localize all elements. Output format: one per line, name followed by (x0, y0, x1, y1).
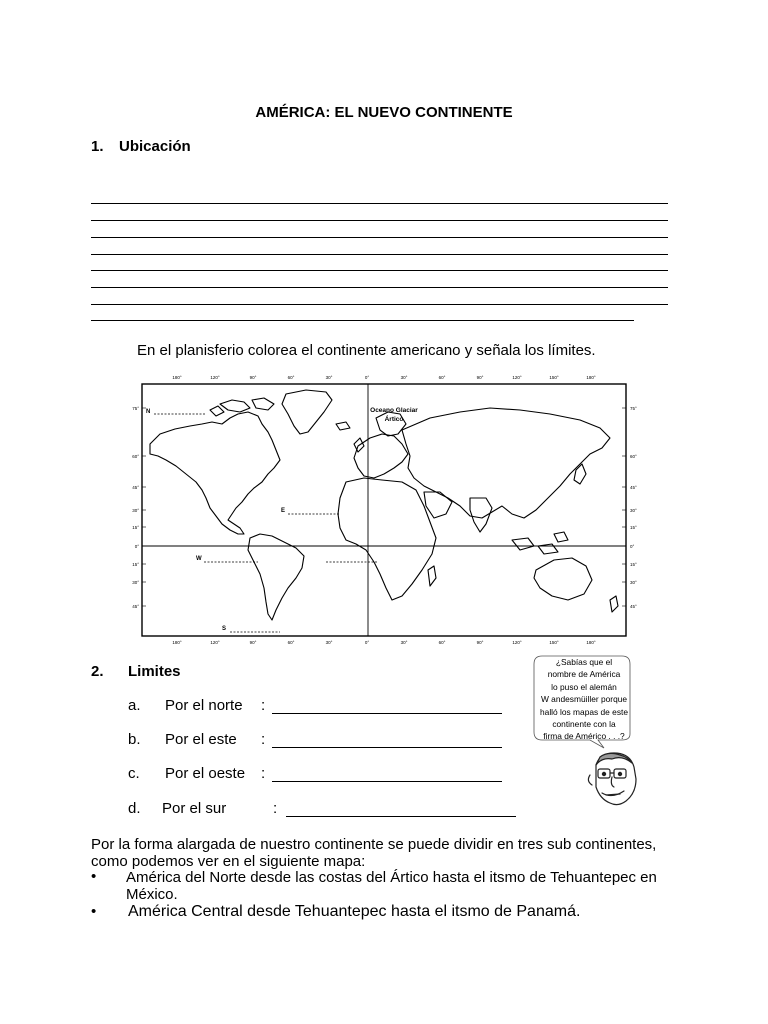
writing-line[interactable] (91, 254, 668, 255)
bottom-tick: 180° (172, 640, 182, 645)
right-lat: 75° (630, 406, 637, 411)
limit-answer-line[interactable] (272, 781, 502, 782)
right-lat: 15° (630, 525, 637, 530)
bullet-line: México. (126, 886, 178, 903)
top-tick: 30° (400, 375, 408, 380)
left-lat: 60° (132, 454, 139, 459)
bubble-line: ¿Sabías que el (555, 657, 613, 667)
limit-answer-line[interactable] (272, 713, 502, 714)
top-tick: 30° (325, 375, 333, 380)
writing-line[interactable] (91, 203, 668, 204)
limit-colon: : (261, 765, 266, 782)
writing-line[interactable] (91, 237, 668, 238)
bubble-line: nombre de América (547, 669, 621, 680)
world-map (132, 374, 637, 645)
bullet-item-central (128, 903, 728, 920)
top-tick: 180° (172, 375, 182, 380)
limit-row-east (128, 731, 265, 748)
east-label: E (281, 508, 286, 514)
body-paragraph: Por la forma alargada de nuestro continente se puede dividir en tres sub continentes, como podemos ver en el siguiente mapa: (91, 836, 657, 870)
right-lat: 45° (630, 485, 637, 490)
writing-line[interactable] (91, 270, 668, 271)
section-1-number: 1. (91, 138, 104, 155)
bottom-tick: 90° (476, 640, 484, 645)
bullet-line: América del Norte desde las costas del Ártico hasta el itsmo de Tehuantepec en (126, 869, 657, 886)
bullet-line: América Central desde Tehuantepec hasta el itsmo de Panamá. (128, 903, 581, 920)
top-tick: 90° (476, 375, 484, 380)
bubble-line: firma de Américo . . .? (543, 731, 625, 742)
bottom-tick: 120° (210, 640, 220, 645)
limit-answer-line[interactable] (286, 816, 516, 817)
limit-label: Por el norte (165, 697, 243, 714)
left-lat: 15° (132, 525, 139, 530)
left-lat: 45° (132, 485, 139, 490)
bottom-tick-labels (172, 640, 596, 645)
right-lat: 0° (630, 544, 635, 549)
left-lat: 30° (132, 508, 139, 513)
limit-row-south (128, 800, 277, 817)
bottom-tick: 30° (325, 640, 333, 645)
top-tick: 180° (586, 375, 596, 380)
right-lat: 60° (630, 454, 637, 459)
map-instruction: En el planisferio colorea el continente americano y señala los límites. (137, 342, 596, 359)
bottom-tick: 60° (287, 640, 295, 645)
writing-line[interactable] (91, 304, 668, 305)
cartoon-face-icon (582, 747, 644, 809)
right-lat-labels (630, 406, 637, 609)
bubble-line: lo puso el alemán (551, 681, 617, 692)
limit-answer-line[interactable] (272, 747, 502, 748)
top-tick: 90° (249, 375, 257, 380)
writing-line[interactable] (91, 320, 634, 321)
bottom-tick: 0° (364, 640, 370, 645)
bubble-line: W andesmüiller porque (540, 694, 628, 705)
top-tick: 150° (549, 375, 559, 380)
right-lat: 30° (630, 580, 637, 585)
south-label: S (222, 626, 227, 632)
top-tick-labels (172, 375, 596, 380)
left-lat: 15° (132, 562, 139, 567)
limit-letter: a. (128, 697, 141, 714)
left-lat: 75° (132, 406, 139, 411)
limit-colon: : (273, 800, 278, 817)
limit-row-west (128, 765, 265, 782)
bottom-tick: 180° (586, 640, 596, 645)
left-lat: 30° (132, 580, 139, 585)
limit-letter: d. (128, 800, 141, 817)
top-tick: 60° (438, 375, 446, 380)
bullet-item-north (126, 869, 726, 903)
bottom-tick: 120° (512, 640, 522, 645)
left-lat-labels (132, 406, 139, 609)
limit-label: Por el sur (162, 800, 227, 817)
bubble-text (534, 656, 634, 743)
west-label: W (196, 556, 202, 562)
section-2-heading (91, 663, 181, 680)
limit-label: Por el oeste (165, 765, 246, 782)
limit-colon: : (261, 731, 266, 748)
bullet-icon: • (91, 903, 97, 920)
writing-line[interactable] (91, 220, 668, 221)
bullet-icon: • (91, 868, 97, 885)
north-label: N (146, 409, 151, 415)
section-2-number: 2. (91, 663, 104, 680)
bottom-tick: 60° (438, 640, 446, 645)
limit-row-north (128, 697, 265, 714)
section-2-title: Limites (128, 663, 181, 680)
bottom-tick: 90° (249, 640, 257, 645)
bubble-line: continente con la (552, 719, 616, 730)
limit-letter: c. (128, 765, 140, 782)
top-tick: 0° (364, 375, 370, 380)
limit-letter: b. (128, 731, 141, 748)
ocean-label-line1: Oceano Glaciar (370, 407, 418, 414)
section-1-title: Ubicación (119, 138, 191, 155)
bubble-line: halló los mapas de este (540, 706, 628, 717)
left-lat: 0° (134, 544, 139, 549)
right-lat: 45° (630, 604, 637, 609)
limit-label: Por el este (165, 731, 237, 748)
section-1-heading (91, 138, 191, 155)
page-title: AMÉRICA: EL NUEVO CONTINENTE (255, 104, 513, 121)
top-tick: 120° (210, 375, 220, 380)
writing-line[interactable] (91, 287, 668, 288)
left-lat: 45° (132, 604, 139, 609)
top-tick: 120° (512, 375, 522, 380)
limit-colon: : (261, 697, 266, 714)
bottom-tick: 30° (400, 640, 408, 645)
right-lat: 30° (630, 508, 637, 513)
bottom-tick: 150° (549, 640, 559, 645)
right-lat: 15° (630, 562, 637, 567)
top-tick: 60° (287, 375, 295, 380)
ocean-label-line2: Ártico (384, 416, 404, 423)
